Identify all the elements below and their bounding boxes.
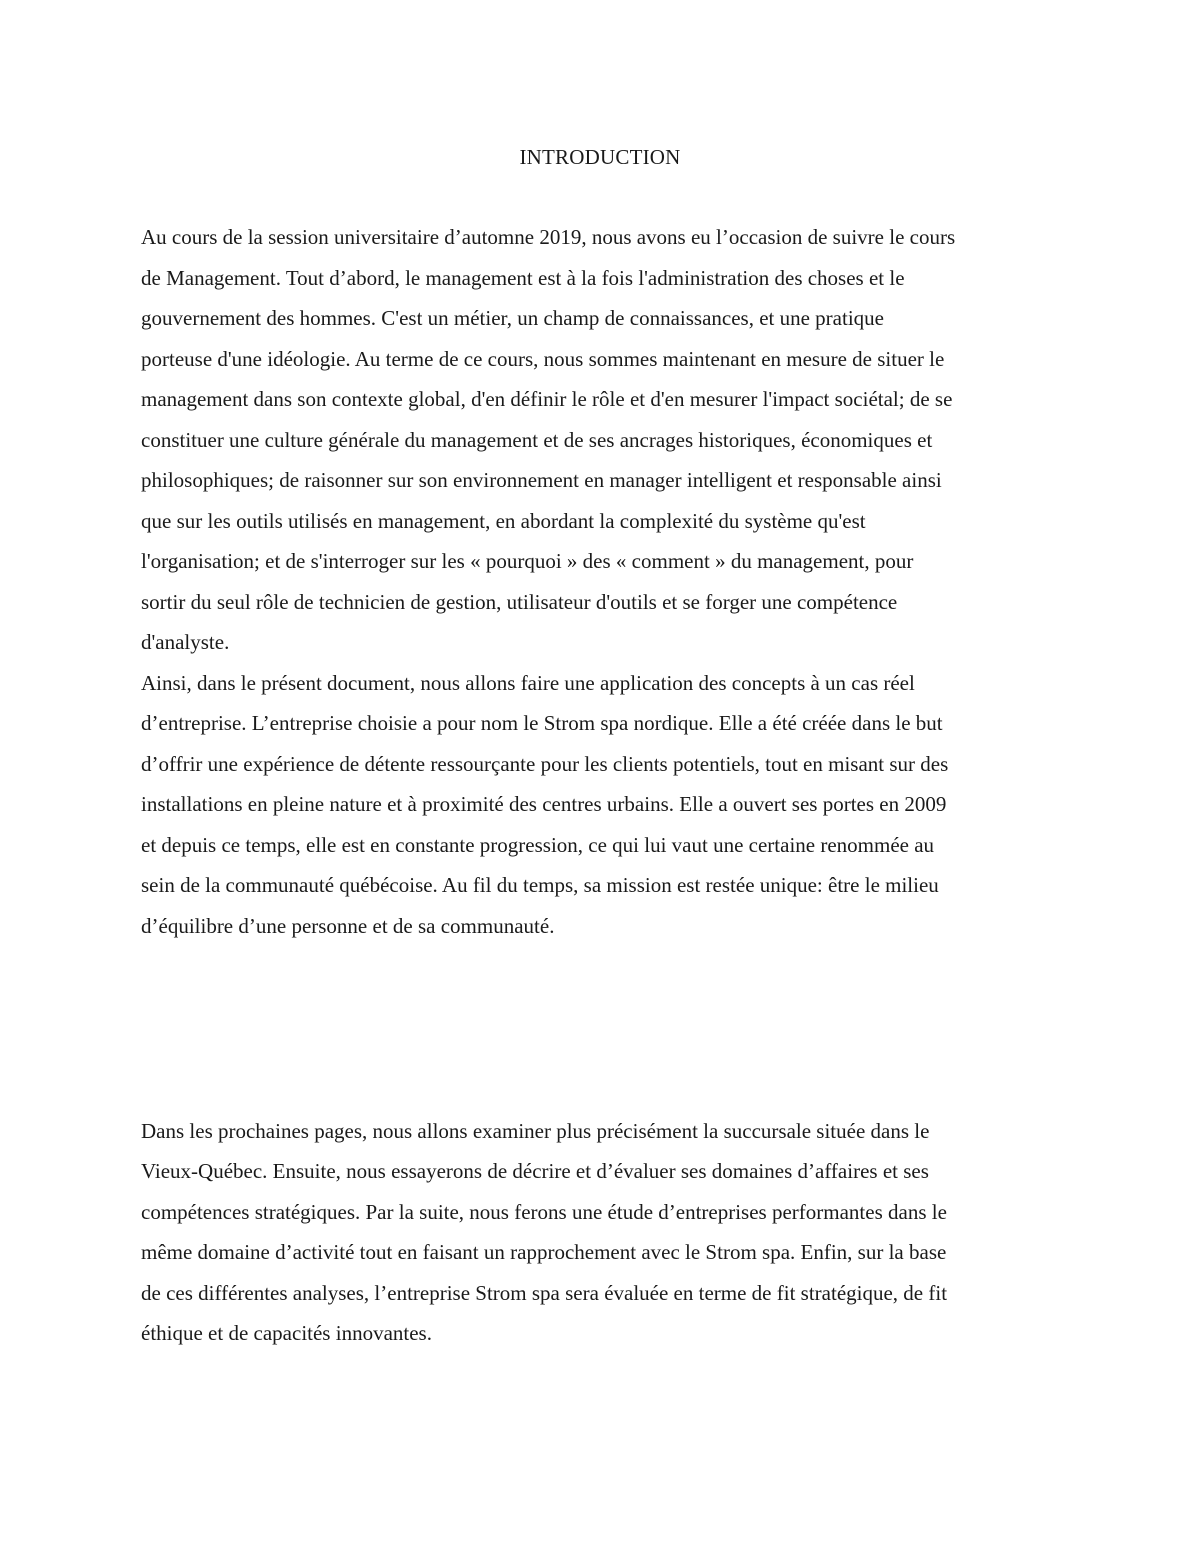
text-line: de Management. Tout d’abord, le management est à la fois l'administration des choses et le <box>141 266 905 290</box>
text-line: Au cours de la session universitaire d’automne 2019, nous avons eu l’occasion de suivre le cours <box>141 225 956 249</box>
text-line: Ainsi, dans le présent document, nous allons faire une application des concepts à un cas réel <box>141 671 915 695</box>
text-line: éthique et de capacités innovantes. <box>141 1321 432 1345</box>
text-line: que sur les outils utilisés en management, en abordant la complexité du système qu'est <box>141 509 866 533</box>
text-line: installations en pleine nature et à proximité des centres urbains. Elle a ouvert ses portes en 2009 <box>141 792 947 816</box>
text-line: Dans les prochaines pages, nous allons examiner plus précisément la succursale située dans le <box>141 1119 930 1143</box>
text-line: gouvernement des hommes. C'est un métier, un champ de connaissances, et une pratique <box>141 306 884 330</box>
page-title: INTRODUCTION <box>519 145 681 169</box>
text-line: constituer une culture générale du management et de ses ancrages historiques, économiques et <box>141 428 933 452</box>
text-line: d’offrir une expérience de détente ressourçante pour les clients potentiels, tout en misant sur des <box>141 752 949 776</box>
text-line: Vieux-Québec. Ensuite, nous essayerons de décrire et d’évaluer ses domaines d’affaires et ses <box>141 1159 929 1183</box>
text-line: d’entreprise. L’entreprise choisie a pour nom le Strom spa nordique. Elle a été créée dans le but <box>141 711 943 735</box>
text-line: sortir du seul rôle de technicien de gestion, utilisateur d'outils et se forger une compétence <box>141 590 898 614</box>
text-line: d’équilibre d’une personne et de sa communauté. <box>141 914 555 938</box>
text-line: d'analyste. <box>141 630 230 654</box>
text-line: sein de la communauté québécoise. Au fil du temps, sa mission est restée unique: être le milieu <box>141 873 939 897</box>
text-line: l'organisation; et de s'interroger sur les « pourquoi » des « comment » du management, pour <box>141 549 914 573</box>
text-line: même domaine d’activité tout en faisant un rapprochement avec le Strom spa. Enfin, sur la base <box>141 1240 947 1264</box>
text-line: de ces différentes analyses, l’entreprise Strom spa sera évaluée en terme de fit stratégique, de fit <box>141 1281 948 1305</box>
text-line: et depuis ce temps, elle est en constante progression, ce qui lui vaut une certaine renommée au <box>141 833 935 857</box>
text-line: porteuse d'une idéologie. Au terme de ce cours, nous sommes maintenant en mesure de situer le <box>141 347 945 371</box>
text-line: compétences stratégiques. Par la suite, nous ferons une étude d’entreprises performantes dans le <box>141 1200 947 1224</box>
text-line: management dans son contexte global, d'en définir le rôle et d'en mesurer l'impact sociétal; de se <box>141 387 953 411</box>
text-line: philosophiques; de raisonner sur son environnement en manager intelligent et responsable ainsi <box>141 468 942 492</box>
